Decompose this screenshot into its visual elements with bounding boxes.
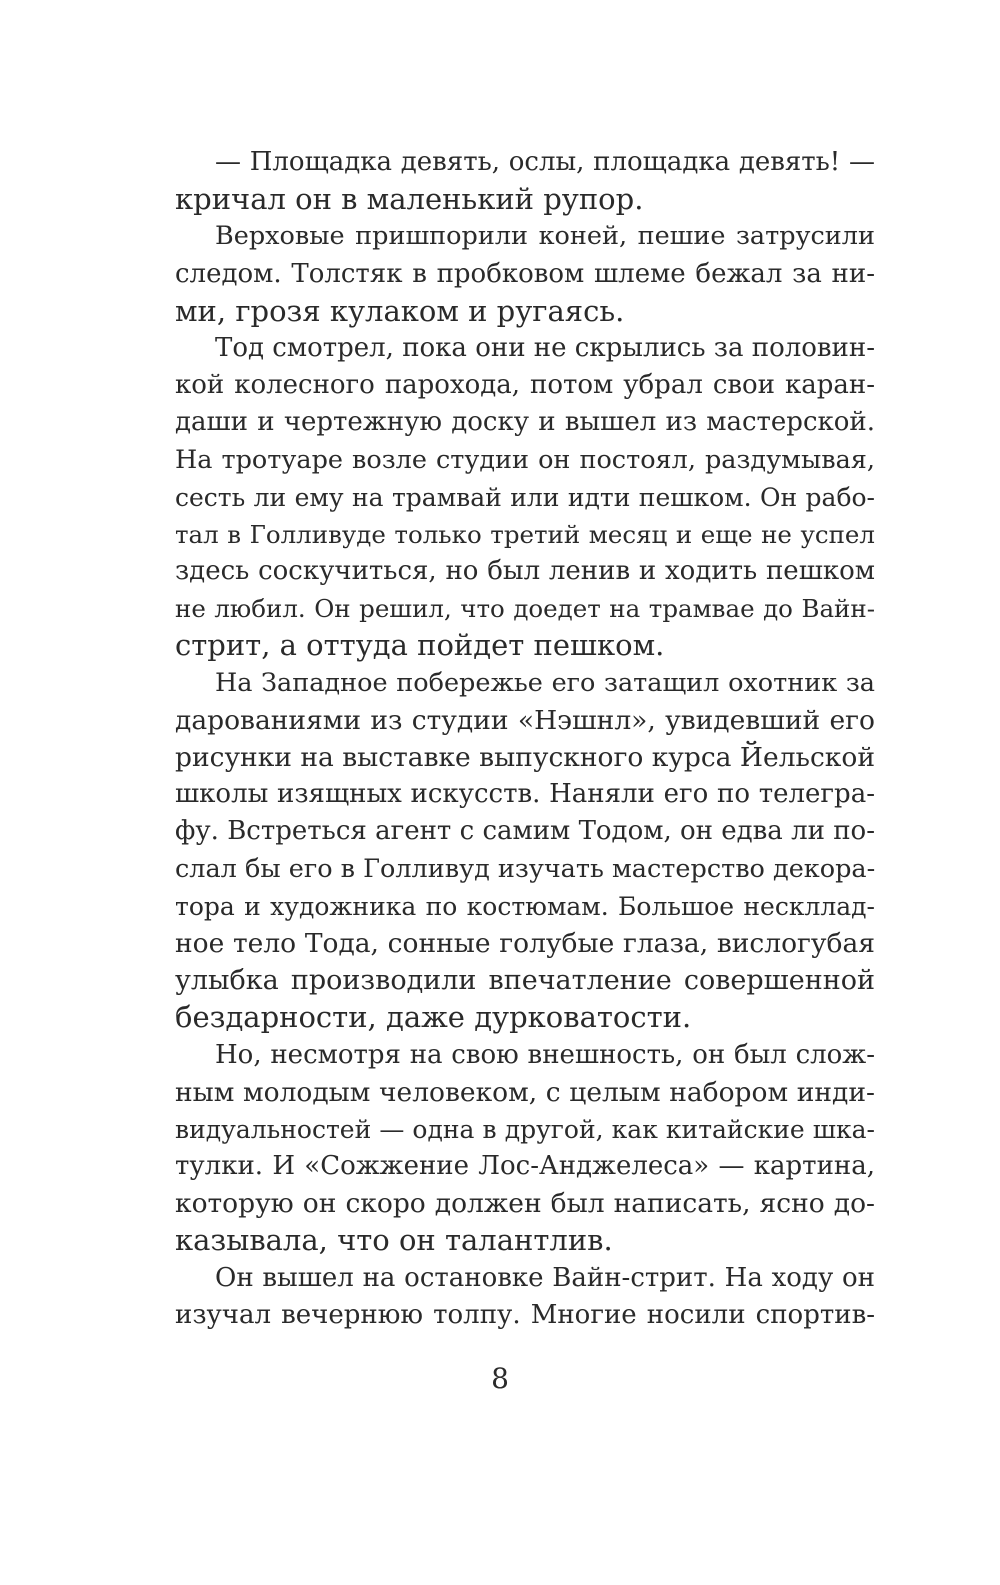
text-line: Верховые пришпорили коней, пешие затрусили — [215, 221, 875, 252]
text-line: ное тело Тода, сонные голубые глаза, вислогубая — [175, 927, 875, 959]
text-line: На тротуаре возле студии он постоял, раздумывая, — [175, 444, 875, 475]
text-line: Он вышел на остановке Вайн-стрит. На ходу он — [215, 1262, 875, 1293]
text-line: следом. Толстяк в пробковом шлеме бежал за ни- — [175, 258, 875, 289]
text-line: кой колесного парохода, потом убрал свои каран- — [175, 370, 875, 401]
text-line: бездарности, даже дурковатости. — [175, 1000, 692, 1035]
text-line: кричал он в маленький рупор. — [175, 182, 644, 217]
text-line: тора и художника по костюмам. Большое нескллад- — [175, 891, 875, 921]
text-line: дарованиями из студии «Нэшнл», увидевший его — [175, 704, 875, 736]
text-line: улыбка производили впечатление совершенной — [175, 965, 875, 997]
text-line: ным молодым человеком, с целым набором инди- — [175, 1076, 875, 1108]
page-number: 8 — [491, 1362, 509, 1395]
text-line: сесть ли ему на трамвай или идти пешком. Он рабо- — [175, 482, 875, 512]
text-line: казывала, что он талантлив. — [175, 1223, 613, 1258]
text-line: изучал вечернюю толпу. Многие носили спортив- — [175, 1299, 875, 1330]
text-line: Но, несмотря на свою внешность, он был слож- — [215, 1039, 875, 1070]
text-line: тал в Голливуде только третий месяц и еще не успел — [175, 519, 875, 549]
text-line: которую он скоро должен был написать, ясно до- — [175, 1188, 875, 1220]
text-line: На Западное побережье его затащил охотник за — [215, 667, 875, 698]
text-line: школы изящных искусств. Наняли его по телегра- — [175, 779, 875, 810]
text-line: стрит, а оттуда пойдет пешком. — [175, 628, 665, 663]
text-line: видуальностей — одна в другой, как китайские шка- — [175, 1114, 875, 1144]
text-line: рисунки на выставке выпускного курса Йельской — [175, 742, 875, 773]
body-text — [175, 144, 875, 1334]
text-line: Тод смотрел, пока они не скрылись за половин- — [215, 332, 875, 363]
text-line: — Площадка девять, ослы, площадка девять! — — [215, 147, 875, 177]
text-line: ми, грозя кулаком и ругаясь. — [175, 293, 625, 328]
text-line: не любил. Он решил, что доедет на трамвае до Вайн- — [175, 594, 875, 624]
text-line: фу. Встреться агент с самим Тодом, он едва ли по- — [175, 816, 875, 847]
text-line: даши и чертежную доску и вышел из мастерской. — [175, 407, 875, 438]
text-line: слал бы его в Голливуд изучать мастерство декора- — [175, 853, 876, 884]
text-line: здесь соскучиться, но был ленив и ходить пешком — [175, 556, 875, 587]
text-line: тулки. И «Сожжение Лос-Анджелеса» — картина, — [175, 1151, 875, 1182]
